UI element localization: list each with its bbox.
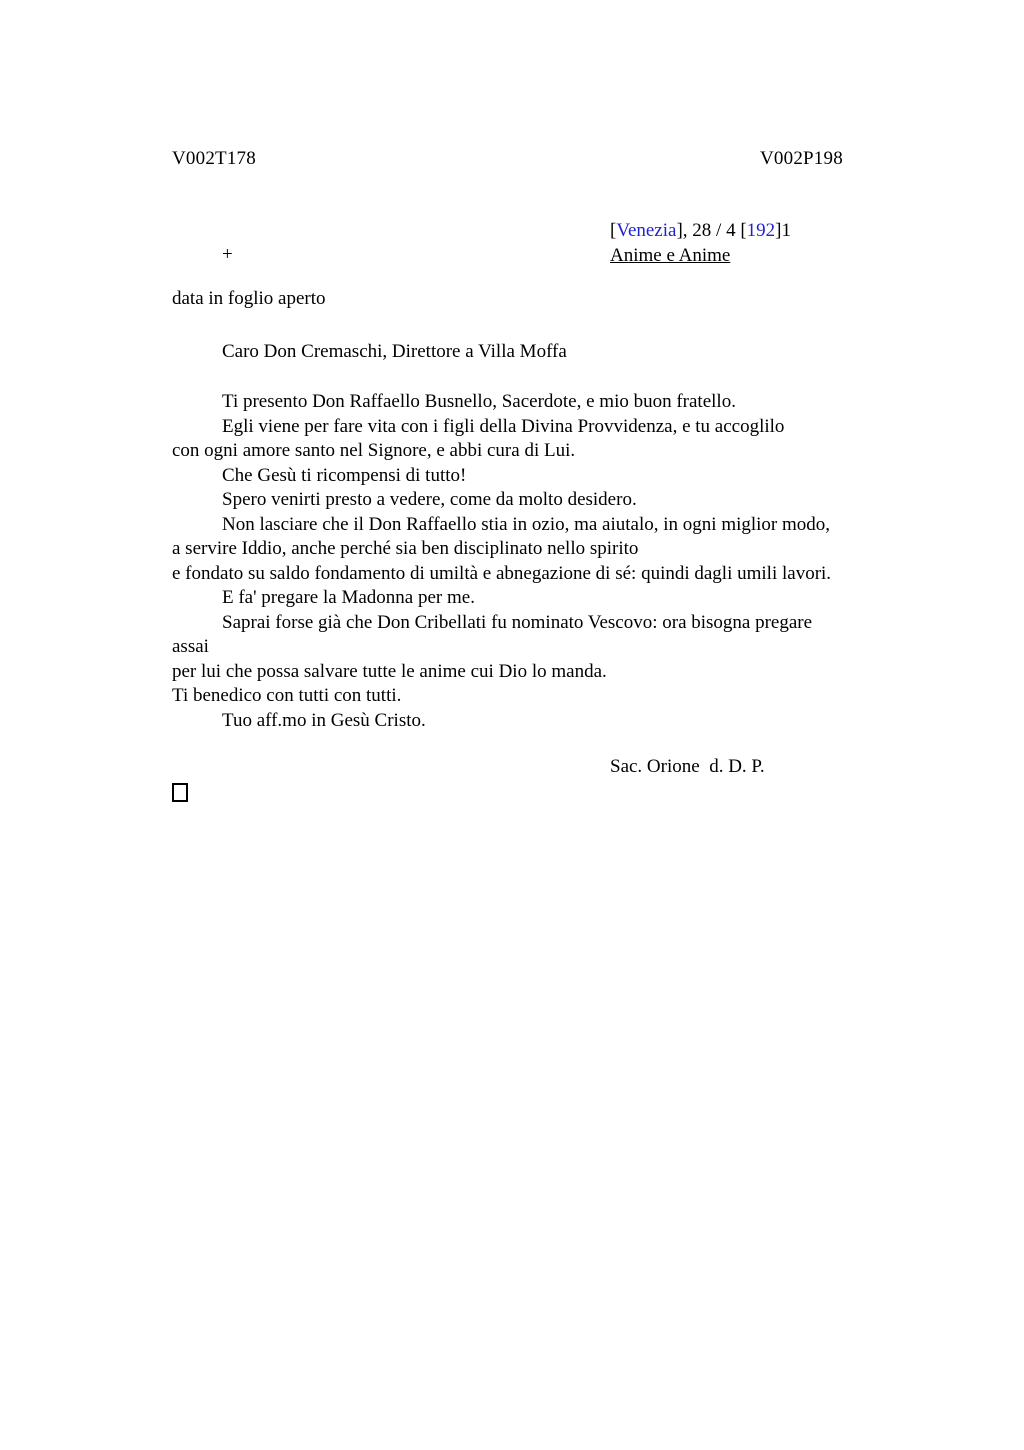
date-text: ]1 <box>775 220 791 241</box>
letter-line: Saprai forse già che Don Cribellati fu nominato Vescovo: ora bisogna pregare <box>222 611 813 633</box>
document-code-right: V002P198 <box>760 148 843 169</box>
signature: Sac. Orione d. D. P. <box>610 756 765 777</box>
letter-line: e fondato su saldo fondamento di umiltà e abnegazione di sé: quindi dagli umili lavori. <box>172 562 832 584</box>
date-link-word[interactable]: Venezia <box>616 220 677 241</box>
subject-line: Anime e Anime <box>610 244 731 266</box>
date-link-word[interactable]: 192 <box>746 220 776 241</box>
letter-line: Egli viene per fare vita con i figli della Divina Provvidenza, e tu accoglilo <box>222 415 785 437</box>
cross-mark: + <box>222 244 233 265</box>
letter-line: E fa' pregare la Madonna per me. <box>222 587 475 608</box>
date-block <box>610 219 791 268</box>
salutation: Caro Don Cremaschi, Direttore a Villa Moffa <box>222 341 567 362</box>
archival-note: data in foglio aperto <box>172 288 326 309</box>
letter-line: Che Gesù ti ricompensi di tutto! <box>222 464 467 486</box>
date-line <box>610 219 791 244</box>
letter-line: per lui che possa salvare tutte le anime cui Dio lo manda. <box>172 660 607 682</box>
letter-line: Ti benedico con tutti con tutti. <box>172 685 402 706</box>
date-text: ], 28 / 4 [ <box>676 220 747 241</box>
document-code-left: V002T178 <box>172 148 256 169</box>
letter-line: Non lasciare che il Don Raffaello stia in ozio, ma aiutalo, in ogni miglior modo, <box>222 513 831 535</box>
placeholder-box-glyph <box>172 783 188 810</box>
letter-line: Ti presento Don Raffaello Busnello, Sacerdote, e mio buon fratello. <box>222 391 736 412</box>
empty-square-icon <box>172 783 188 802</box>
letter-body <box>172 390 952 733</box>
letter-line: Tuo aff.mo in Gesù Cristo. <box>222 709 426 731</box>
letter-line: a servire Iddio, anche perché sia ben disciplinato nello spirito <box>172 538 639 559</box>
date-text: [ <box>610 220 617 241</box>
letter-line: con ogni amore santo nel Signore, e abbi cura di Lui. <box>172 440 576 461</box>
letter-line: Spero venirti presto a vedere, come da molto desidero. <box>222 489 637 510</box>
letter-line: assai <box>172 636 209 657</box>
